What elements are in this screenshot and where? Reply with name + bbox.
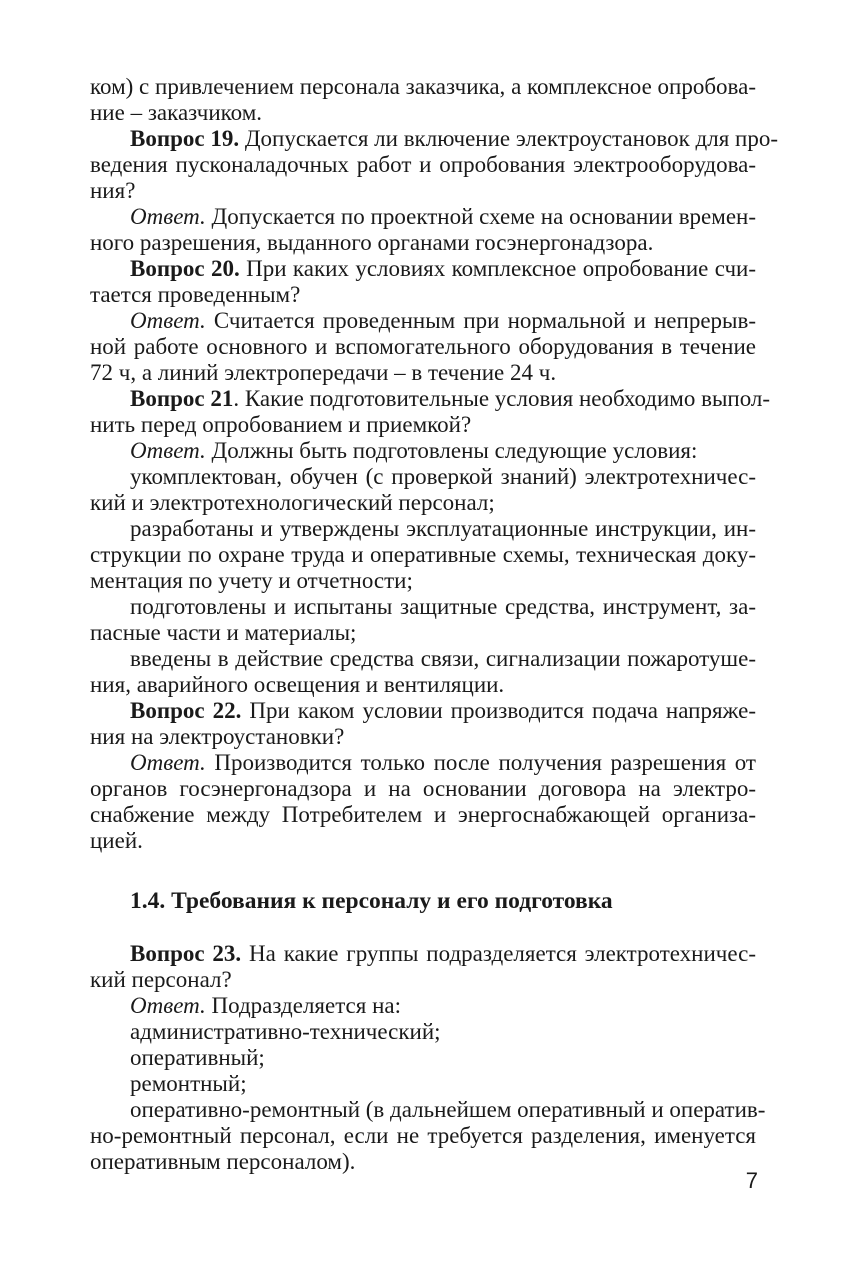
question-20-line: Вопрос 20. При каких условиях комплексное опробование счи- xyxy=(130,256,757,281)
answer-line: Ответ. Должны быть подготовлены следующие условия: xyxy=(130,438,698,463)
text-line: ния на электроустановки? xyxy=(90,724,345,749)
text-line: кий и электротехнологический персонал; xyxy=(90,490,495,515)
list-item-line: ремонтный; xyxy=(130,1071,247,1096)
text-line: кий персонал? xyxy=(90,967,232,992)
question-label: Вопрос 21 xyxy=(130,386,234,411)
question-label: Вопрос 20. xyxy=(130,256,240,281)
list-item-line: разработаны и утверждены эксплуатационные инструкции, ин- xyxy=(130,516,756,541)
answer-label: Ответ. xyxy=(130,750,206,775)
text-line: пасные части и материалы; xyxy=(90,620,357,645)
text-line: ведения пусконаладочных работ и опробования электрооборудова- xyxy=(90,152,756,177)
text-line: ного разрешения, выданного органами госэнергонадзора. xyxy=(90,230,654,255)
text-line: нить перед опробованием и приемкой? xyxy=(90,412,472,437)
list-item-line: административно-технический; xyxy=(130,1019,441,1044)
list-item-line: оперативно-ремонтный (в дальнейшем оперативный и оператив- xyxy=(130,1097,766,1122)
text-line: ния? xyxy=(90,178,136,203)
text-line: ние – заказчиком. xyxy=(90,100,263,125)
question-21-line: Вопрос 21. Какие подготовительные условия необходимо выпол- xyxy=(130,386,771,411)
list-item-line: подготовлены и испытаны защитные средства, инструмент, за- xyxy=(130,594,756,619)
text-line: органов госэнергонадзора и на основании договора на электро- xyxy=(90,776,756,801)
answer-label: Ответ. xyxy=(130,308,206,333)
text-line: струкции по охране труда и оперативные схемы, техническая доку- xyxy=(90,542,756,567)
question-label: Вопрос 22. xyxy=(130,698,242,723)
question-22-line: Вопрос 22. При каком условии производится подача напряже- xyxy=(130,698,756,723)
answer-line: Ответ. Производится только после получения разрешения от xyxy=(130,750,756,775)
text-line: ной работе основного и вспомогательного оборудования в течение xyxy=(90,334,756,359)
answer-line: Ответ. Допускается по проектной схеме на основании времен- xyxy=(130,204,756,229)
answer-line: Ответ. Считается проведенным при нормальной и непрерыв- xyxy=(130,308,756,333)
answer-label: Ответ. xyxy=(130,438,206,463)
list-item-line: оперативный; xyxy=(130,1045,265,1070)
section-heading: 1.4. Требования к персоналу и его подготовка xyxy=(130,888,613,914)
text-line: снабжение между Потребителем и энергоснабжающей организа- xyxy=(90,802,756,827)
list-item-line: укомплектован, обучен (с проверкой знаний) электротехничес- xyxy=(130,464,756,489)
answer-label: Ответ. xyxy=(130,204,206,229)
text-line: цией. xyxy=(90,828,143,853)
answer-label: Ответ. xyxy=(130,993,206,1018)
text-line: ния, аварийного освещения и вентиляции. xyxy=(90,672,505,697)
text-line: оперативным персоналом). xyxy=(90,1149,356,1174)
list-item-line: введены в действие средства связи, сигнализации пожаротуше- xyxy=(130,646,756,671)
question-label: Вопрос 19. xyxy=(130,126,240,151)
text-line: 72 ч, а линий электропередачи – в течение 24 ч. xyxy=(90,360,557,385)
question-label: Вопрос 23. xyxy=(130,941,242,966)
page-number: 7 xyxy=(745,1168,758,1193)
text-line: ментация по учету и отчетности; xyxy=(90,568,413,593)
text-line: тается проведенным? xyxy=(90,282,301,307)
question-23-line: Вопрос 23. На какие группы подразделяется электротехничес- xyxy=(130,941,756,966)
question-19-line: Вопрос 19. Допускается ли включение электроустановок для про- xyxy=(130,126,778,151)
text-line: но-ремонтный персонал, если не требуется разделения, именуется xyxy=(90,1123,756,1148)
answer-line: Ответ. Подразделяется на: xyxy=(130,993,401,1018)
text-line: ком) с привлечением персонала заказчика, а комплексное опробова- xyxy=(90,74,756,99)
